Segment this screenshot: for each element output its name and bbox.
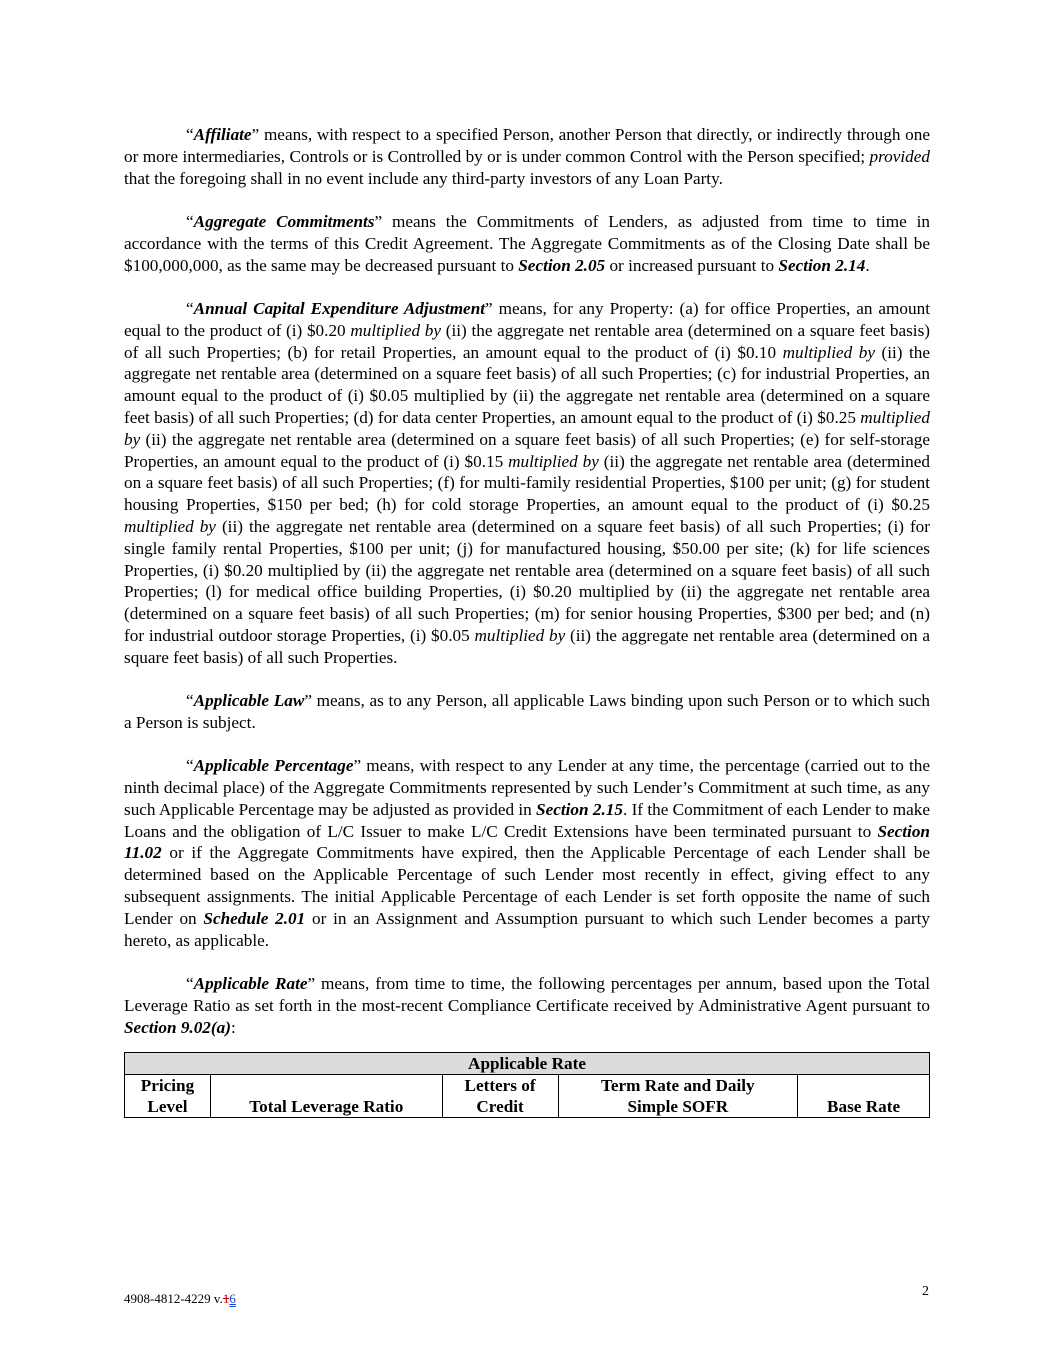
italic-text: multiplied by: [508, 451, 599, 471]
deleted-version: 1: [222, 1291, 230, 1306]
italic-text: multiplied by: [474, 625, 566, 645]
header-line: Term Rate and Daily: [601, 1076, 755, 1096]
header-line: Credit: [476, 1097, 524, 1117]
definition-text: ” means the Commitments of Lenders, as adjusted from time to time in accordance with the terms of this Credit Agreement. The Aggregate Commitments as of the Closing Date shall be $100,000,000, as the same may be decreased pursuant to: [124, 211, 930, 275]
definition-aggregate-commitments: [124, 211, 930, 276]
header-line: Pricing: [140, 1076, 195, 1096]
open-quote: “: [186, 125, 194, 144]
definition-text: ” means, from time to time, the following percentages per annum, based upon the Total Leverage Ratio as set forth in the most-recent Compliance Certificate received by Administrative Agent pursuant to: [124, 974, 930, 1015]
header-total-leverage-ratio: [210, 1075, 442, 1118]
definition-text: (ii) the aggregate net rentable area (determined on a square feet basis) of all such Properties.: [124, 625, 930, 667]
header-line: Total Leverage Ratio: [249, 1097, 404, 1117]
table-header-row: [125, 1075, 930, 1118]
document-page: [124, 124, 930, 1118]
italic-text: multiplied by: [124, 407, 930, 449]
definition-text: ” means, with respect to a specified Person, another Person that directly, or indirectly through one or more intermediaries, Controls or is Controlled by or is under common Control with the Person specified;: [124, 125, 930, 166]
definition-affiliate: [124, 124, 930, 189]
section-reference: Section 11.02: [124, 821, 930, 863]
italic-text: multiplied by: [782, 342, 875, 362]
header-base-rate: [798, 1075, 930, 1118]
header-line: Simple SOFR: [627, 1097, 729, 1117]
definition-applicable-law: [124, 690, 930, 734]
definition-applicable-percentage: [124, 755, 930, 951]
defined-term: Aggregate Commitments: [193, 211, 375, 231]
definition-text: ” means, with respect to any Lender at any time, the percentage (carried out to the ninth decimal place) of the Aggregate Commitments represented by such Lender’s Commitment at such time, as any such Applicable Percentage may be adjusted as provided in: [124, 756, 930, 819]
table-title: Applicable Rate: [125, 1053, 930, 1075]
section-reference: Section 2.15: [536, 799, 623, 819]
definition-text: :: [230, 1017, 236, 1037]
definition-text: .: [865, 255, 870, 275]
definition-text: (ii) the aggregate net rentable area (determined on a square feet basis) of all such Properties; (e) for self-storage Properties, an amount equal to the product of (i) $0.15: [124, 429, 930, 471]
definition-annual-capex-adjustment: [124, 298, 930, 669]
header-pricing-level: [125, 1075, 211, 1118]
definition-text: ” means, for any Property: (a) for office Properties, an amount equal to the product of (i) $0.20: [124, 298, 930, 340]
section-reference: Section 2.14: [778, 255, 866, 275]
header-line: Level: [147, 1097, 188, 1117]
defined-term: Applicable Percentage: [193, 756, 354, 776]
defined-term: Affiliate: [193, 125, 252, 144]
defined-term: Applicable Law: [193, 691, 305, 711]
open-quote: “: [186, 298, 194, 318]
header-line: Base Rate: [827, 1097, 901, 1117]
italic-text: provided: [869, 146, 930, 166]
definition-text: . If the Commitment of each Lender to make Loans and the obligation of L/C Issuer to make L/C Credit Extensions have been terminated pursuant to: [124, 799, 930, 841]
open-quote: “: [186, 756, 194, 776]
inserted-version: 6: [229, 1291, 236, 1306]
italic-text: multiplied by: [350, 320, 442, 340]
definition-text: ” means, as to any Person, all applicable Laws binding upon such Person or to which such a Person is subject.: [124, 691, 930, 732]
table-title-row: [125, 1053, 930, 1075]
definition-text: (ii) the aggregate net rentable area (determined on a square feet basis) of all such Properties; (c) for industrial Properties, an amount equal to the product of (i) $0.05 multiplied by (ii) the aggregate net rentable area (determined on a square feet basis) of all such Properties; (d) for data center Properties, an amount equal to the product of (i) $0.25: [124, 342, 931, 427]
defined-term: Applicable Rate: [193, 974, 308, 994]
page-number: 2: [922, 1284, 929, 1299]
header-letters-of-credit: [442, 1075, 558, 1118]
open-quote: “: [186, 974, 194, 994]
definition-text: (ii) the aggregate net rentable area (determined on a square feet basis) of all such Properties; (b) for retail Properties, an amount equal to the product of (i) $0.10: [124, 320, 930, 362]
footer-document-id: [124, 1291, 236, 1307]
definition-text: or in an Assignment and Assumption pursuant to which such Lender becomes a party hereto, as applicable.: [124, 908, 930, 950]
section-reference: Section 9.02(a): [124, 1017, 231, 1037]
schedule-reference: Schedule 2.01: [203, 908, 306, 928]
definition-applicable-rate: [124, 973, 930, 1038]
header-line: Letters of: [464, 1076, 536, 1096]
open-quote: “: [186, 211, 194, 231]
section-reference: Section 2.05: [518, 255, 606, 275]
definition-text: (ii) the aggregate net rentable area (determined on a square feet basis) of all such Properties; (f) for multi-family residential Properties, $100 per unit; (g) for student housing Properties, $150 per bed; (h) for cold storage Properties, an amount equal to the product of (i) $0.25: [124, 451, 930, 515]
doc-id-text: 4908-4812-4229 v.: [124, 1291, 223, 1306]
definition-text: or if the Aggregate Commitments have expired, then the Applicable Percentage of each Lender shall be determined based on the Applicable Percentage of such Lender most recently in effect, giving effect to any subsequent assignments. The initial Applicable Percentage of each Lender is set forth opposite the name of such Lender on: [124, 843, 930, 928]
definition-text: (ii) the aggregate net rentable area (determined on a square feet basis) of all such Properties; (i) for single family rental Properties, $100 per unit; (j) for manufactured housing, $50.00 per site; (k) for life sciences Properties, (i) $0.20 multiplied by (ii) the aggregate net rentable area (determined on a square feet basis) of all such Properties; (l) for medical office building Properties, (i) $0.20 multiplied by (ii) the aggregate net rentable area (determined on a square feet basis) of all such Properties; (m) for senior housing Properties, $300 per bed; and (n) for industrial outdoor storage Properties, (i) $0.05: [124, 516, 931, 645]
definition-text: or increased pursuant to: [605, 255, 779, 275]
open-quote: “: [186, 691, 194, 711]
definition-text: that the foregoing shall in no event include any third-party investors of any Loan Party.: [124, 168, 723, 188]
applicable-rate-table: [124, 1052, 930, 1118]
defined-term: Annual Capital Expenditure Adjustment: [193, 298, 486, 318]
header-term-rate-sofr: [558, 1075, 798, 1118]
italic-text: multiplied by: [124, 516, 216, 536]
